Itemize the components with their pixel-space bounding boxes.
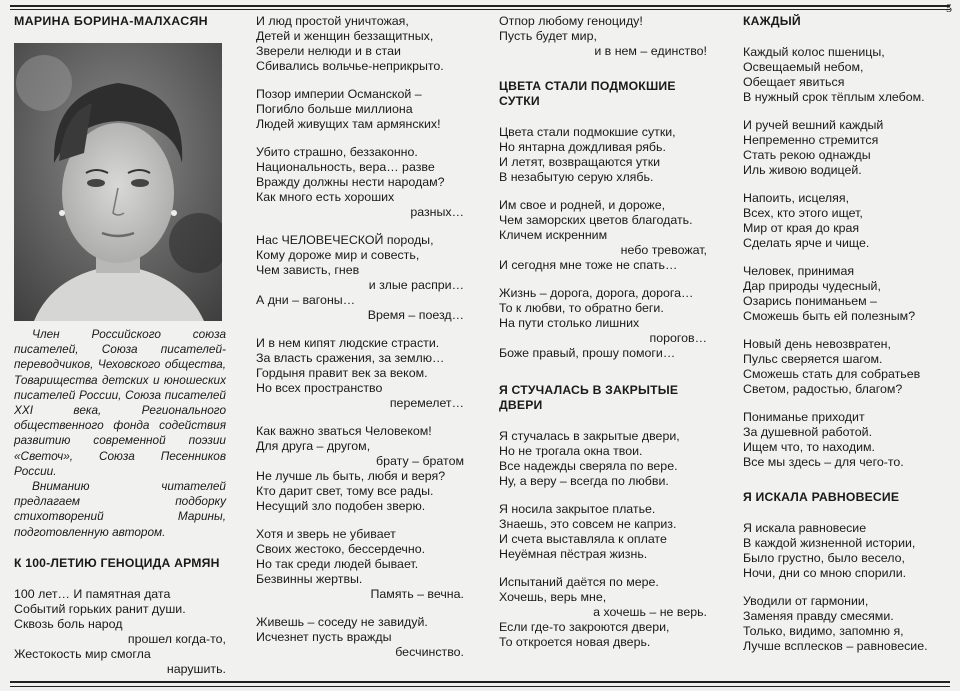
column-2 bbox=[256, 14, 464, 673]
top-rule bbox=[10, 5, 950, 7]
poem-line: Все мы здесь – для чего-то. bbox=[743, 455, 904, 469]
poem-line: Время – поезд… bbox=[367, 308, 464, 322]
poem-line: Я стучалась в закрытые двери, bbox=[499, 429, 680, 443]
poem-line: Сделать ярче и чище. bbox=[743, 236, 870, 250]
poem-line: нарушить. bbox=[166, 661, 226, 676]
poem-line: Сможешь стать для собратьев bbox=[743, 367, 921, 381]
poem-line: Ну, а веру – всегда по любви. bbox=[499, 474, 669, 488]
poem-line: Боже правый, прошу помоги… bbox=[499, 346, 676, 360]
poem-line: Напоить, исцеляя, bbox=[743, 191, 850, 205]
poem-line: а хочешь – не верь. bbox=[593, 605, 707, 619]
poem-line: Испытаний даётся по мере. bbox=[499, 575, 659, 589]
poem-line: Не лучше ль быть, любя и веря? bbox=[256, 469, 446, 483]
poem-line: Все надежды сверяла по вере. bbox=[499, 459, 678, 473]
poem-line: Детей и женщин беззащитных, bbox=[256, 29, 434, 43]
bottom-rule-thin bbox=[10, 686, 950, 687]
poem-line: То к любви, то обратно беги. bbox=[499, 301, 664, 315]
poem-line: Убито страшно, беззаконно. bbox=[256, 145, 418, 159]
poem-line: И счета выставляла к оплате bbox=[499, 532, 667, 546]
stanza bbox=[743, 264, 948, 324]
column-3 bbox=[499, 14, 707, 663]
poem-line: Зверели нелюди и в стаи bbox=[256, 44, 401, 58]
poem-line: Цвета стали подмокшие сутки, bbox=[499, 125, 676, 139]
poem-line: Кто дарит свет, тому все рады. bbox=[256, 484, 434, 498]
poem-line: Неуёмная пёстрая жизнь. bbox=[499, 547, 648, 561]
stanza bbox=[743, 118, 948, 178]
poem-line: Нас ЧЕЛОВЕЧЕСКОЙ породы, bbox=[256, 233, 434, 247]
poem-line: Отпор любому геноциду! bbox=[499, 14, 643, 28]
poem-line: На пути столько лишних bbox=[499, 316, 640, 330]
poem-line: брату – братом bbox=[376, 454, 464, 468]
poem-line: Но не трогала окна твои. bbox=[499, 444, 643, 458]
poem-line: В каждой жизненной истории, bbox=[743, 536, 916, 550]
poem-title-wet-days: ЦВЕТА СТАЛИ ПОДМОКШИЕ СУТКИ bbox=[499, 79, 676, 108]
poem-line: Я носила закрытое платье. bbox=[499, 502, 656, 516]
top-rule-thin bbox=[10, 9, 950, 10]
poem-line: Если где-то закроются двери, bbox=[499, 620, 670, 634]
poem-line: и злые распри… bbox=[368, 278, 464, 292]
poem-line: Своих жестоко, бессердечно. bbox=[256, 542, 426, 556]
poem-line: Живешь – соседу не завидуй. bbox=[256, 615, 428, 629]
bio-paragraph: Член Российского союза писателей, Союза писателей-переводчиков, Чеховского общества, Товарищества детских и юношеских писателей России, Союза писателей XXI века, Регионального общественного фонда содействия развитию современной поэзии «Светоч», Союза Песенников России. bbox=[14, 327, 226, 478]
poem-line: Жестокость мир смогла bbox=[14, 646, 151, 661]
poem-line: Мир от края до края bbox=[743, 221, 860, 235]
stanza bbox=[743, 337, 948, 397]
poem-line: небо тревожат, bbox=[620, 243, 707, 257]
poem-line: И летят, возвращаются утки bbox=[499, 155, 661, 169]
poem-line: Освещаемый небом, bbox=[743, 60, 864, 74]
stanza bbox=[256, 424, 464, 514]
column-4 bbox=[743, 14, 948, 667]
stanza bbox=[499, 286, 707, 361]
stanza bbox=[256, 87, 464, 132]
poem-line: И сегодня мне тоже не спать… bbox=[499, 258, 678, 272]
stanza bbox=[743, 521, 948, 581]
stanza bbox=[499, 429, 707, 489]
poem-line: Но всех пространство bbox=[256, 381, 383, 395]
stanza bbox=[743, 410, 948, 470]
poem-line: Хотя и зверь не убивает bbox=[256, 527, 396, 541]
poem-line: Обещает явиться bbox=[743, 75, 845, 89]
bottom-rule bbox=[10, 681, 950, 683]
poem-line: Хочешь, верь мне, bbox=[499, 590, 607, 604]
poem-line: Было грустно, было весело, bbox=[743, 551, 905, 565]
poem-line: Ночи, дни со мною спорили. bbox=[743, 566, 907, 580]
poem-line: Кличем искренним bbox=[499, 228, 608, 242]
poem-line: Ищем что, то находим. bbox=[743, 440, 875, 454]
poem-line: прошел когда-то, bbox=[127, 631, 226, 646]
poem-line: Как важно зваться Человеком! bbox=[256, 424, 432, 438]
author-bio bbox=[14, 327, 226, 540]
poem-line: Событий горьких ранит души. bbox=[14, 601, 186, 616]
poem-line: Им свое и родней, и дороже, bbox=[499, 198, 666, 212]
poem-genocide-opening bbox=[14, 587, 226, 677]
poem-line: А дни – вагоны… bbox=[256, 293, 356, 307]
poem-line: Сквозь боль народ bbox=[14, 616, 123, 631]
poem-line: Жизнь – дорога, дорога, дорога… bbox=[499, 286, 694, 300]
poem-line: Национальность, вера… разве bbox=[256, 160, 435, 174]
poem-line: И люд простой уничтожая, bbox=[256, 14, 409, 28]
stanza bbox=[499, 14, 707, 59]
poem-line: Позор империи Османской – bbox=[256, 87, 422, 101]
poem-line: Безвинны жертвы. bbox=[256, 572, 363, 586]
poem-line: Несущий зло подобен зверю. bbox=[256, 499, 426, 513]
poem-line: разных… bbox=[410, 205, 464, 219]
poem-line: Лучше всплесков – равновесие. bbox=[743, 639, 928, 653]
stanza bbox=[499, 125, 707, 185]
stanza bbox=[256, 336, 464, 411]
poem-line: Чем заморских цветов благодать. bbox=[499, 213, 693, 227]
poem-line: Исчезнет пусть вражды bbox=[256, 630, 392, 644]
poem-line: Для друга – другом, bbox=[256, 439, 371, 453]
poem-line: Только, видимо, запомню я, bbox=[743, 624, 904, 638]
poem-line: И в нем кипят людские страсти. bbox=[256, 336, 440, 350]
author-name: МАРИНА БОРИНА-МАЛХАСЯН bbox=[14, 14, 208, 28]
poem-line: Непременно стремится bbox=[743, 133, 879, 147]
poem-line: Новый день невозвратен, bbox=[743, 337, 891, 351]
poem-line: Сбивались вольчье-неприкрыто. bbox=[256, 59, 444, 73]
poem-line: Но так среди людей бывает. bbox=[256, 557, 419, 571]
poem-line: Знаешь, это совсем не каприз. bbox=[499, 517, 677, 531]
author-photo bbox=[14, 43, 222, 321]
page-number: 5 bbox=[946, 1, 952, 15]
stanza bbox=[256, 233, 464, 323]
poem-line: Каждый колос пшеницы, bbox=[743, 45, 885, 59]
stanza bbox=[499, 502, 707, 562]
stanza bbox=[743, 191, 948, 251]
poem-line: Кому дороже мир и совесть, bbox=[256, 248, 420, 262]
stanza bbox=[256, 14, 464, 74]
bio-paragraph: Вниманию читателей предлагаем подборку стихотворений Марины, подготовленную автором. bbox=[14, 479, 226, 539]
poem-line: Всех, кто этого ищет, bbox=[743, 206, 863, 220]
poem-line: Пусть будет мир, bbox=[499, 29, 597, 43]
poem-line: Пульс сверяется шагом. bbox=[743, 352, 883, 366]
poem-line: перемелет… bbox=[389, 396, 464, 410]
poem-title-genocide: К 100-ЛЕТИЮ ГЕНОЦИДА АРМЯН bbox=[14, 555, 220, 570]
stanza bbox=[256, 145, 464, 220]
poem-line: Иль живою водицей. bbox=[743, 163, 862, 177]
poem-line: За власть сражения, за землю… bbox=[256, 351, 445, 365]
poem-line: Стать рекою однажды bbox=[743, 148, 871, 162]
poem-line: То откроется новая дверь. bbox=[499, 635, 651, 649]
poem-line: Но янтарна дождливая рябь. bbox=[499, 140, 666, 154]
poem-line: Дар природы чудесный, bbox=[743, 279, 881, 293]
poem-title-balance: Я ИСКАЛА РАВНОВЕСИЕ bbox=[743, 490, 900, 504]
poem-line: За душевной работой. bbox=[743, 425, 873, 439]
poem-line: Заменяя правду смесями. bbox=[743, 609, 894, 623]
poem-line: Погибло больше миллиона bbox=[256, 102, 413, 116]
poem-line: 100 лет… И памятная дата bbox=[14, 586, 171, 601]
poem-line: Человек, принимая bbox=[743, 264, 855, 278]
poem-line: Сможешь быть ей полезным? bbox=[743, 309, 916, 323]
stanza bbox=[256, 527, 464, 602]
portrait-image bbox=[14, 43, 222, 321]
poem-line: Вражду должны нести народам? bbox=[256, 175, 445, 189]
poem-line: В незабытую серую хлябь. bbox=[499, 170, 654, 184]
column-1 bbox=[14, 14, 226, 677]
poem-line: Озарись пониманьем – bbox=[743, 294, 877, 308]
poem-line: Пониманье приходит bbox=[743, 410, 865, 424]
poem-line: И ручей вешний каждый bbox=[743, 118, 884, 132]
poem-line: Людей живущих там армянских! bbox=[256, 117, 441, 131]
poem-line: В нужный срок тёплым хлебом. bbox=[743, 90, 925, 104]
stanza bbox=[743, 45, 948, 105]
poem-line: Я искала равновесие bbox=[743, 521, 867, 535]
poem-line: Светом, радостью, благом? bbox=[743, 382, 903, 396]
poem-line: и в нем – единство! bbox=[594, 44, 707, 58]
poem-line: Гордыня правит век за веком. bbox=[256, 366, 428, 380]
poem-line: Как много есть хороших bbox=[256, 190, 395, 204]
poem-title-closed-doors: Я СТУЧАЛАСЬ В ЗАКРЫТЫЕ ДВЕРИ bbox=[499, 383, 679, 412]
poem-title-each: КАЖДЫЙ bbox=[743, 14, 801, 28]
poem-line: Чем зависть, гнев bbox=[256, 263, 360, 277]
poem-line: Уводили от гармонии, bbox=[743, 594, 869, 608]
stanza bbox=[256, 615, 464, 660]
poem-line: Память – вечна. bbox=[370, 587, 464, 601]
stanza bbox=[499, 575, 707, 650]
stanza bbox=[743, 594, 948, 654]
poem-line: порогов… bbox=[649, 331, 707, 345]
poem-line: бесчинство. bbox=[395, 645, 464, 659]
stanza bbox=[499, 198, 707, 273]
